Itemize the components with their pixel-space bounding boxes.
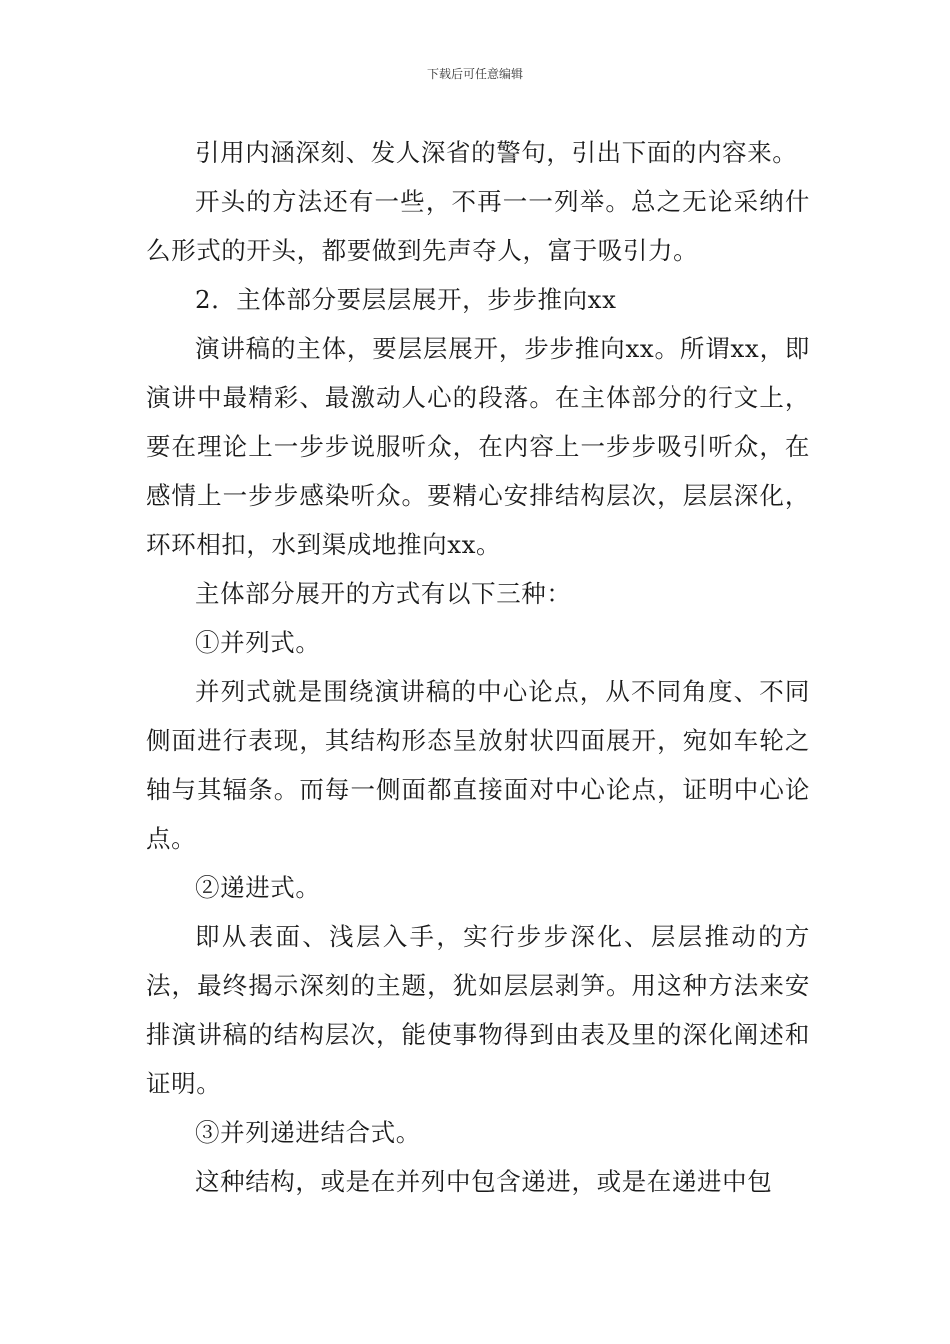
- paragraph-progressive: 即从表面、浅层入手，实行步步深化、层层推动的方法，最终揭示深刻的主题，犹如层层剥笋。用这种方法来安排演讲稿的结构层次，能使事物得到由表及里的深化阐述和证明。: [146, 922, 810, 1098]
- item-heading-combined: ③并列递进结合式。: [195, 1118, 421, 1147]
- paragraph-three-methods: 主体部分展开的方式有以下三种：: [195, 579, 572, 608]
- page-header-note: 下载后可任意编辑: [426, 67, 523, 81]
- item-heading-progressive: ②递进式。: [195, 873, 321, 902]
- paragraph-combined: 这种结构，或是在并列中包含递进，或是在递进中包: [195, 1167, 773, 1196]
- paragraph-quote-opening: 引用内涵深刻、发人深省的警句，引出下面的内容来。: [195, 138, 798, 167]
- paragraph-main-body: 演讲稿的主体，要层层展开，步步推向xx。所谓xx，即演讲中最精彩、最激动人心的段落。在主体部分的行文上，要在理论上一步步说服听众，在内容上一步步吸引听众，在感情上一步步感染听众。要精心安排结构层次，层层深化，环环相扣，水到渠成地推向xx。: [146, 334, 810, 559]
- section-heading-main-body: 2．主体部分要层层展开，步步推向xx: [195, 285, 617, 314]
- paragraph-parallel: 并列式就是围绕演讲稿的中心论点，从不同角度、不同侧面进行表现，其结构形态呈放射状四面展开，宛如车轮之轴与其辐条。而每一侧面都直接面对中心论点，证明中心论点。: [146, 677, 810, 853]
- item-heading-parallel: ①并列式。: [195, 628, 321, 657]
- document-body: [146, 128, 810, 1206]
- paragraph-opening-summary: 开头的方法还有一些，不再一一列举。总之无论采纳什么形式的开头，都要做到先声夺人，富于吸引力。: [146, 187, 810, 265]
